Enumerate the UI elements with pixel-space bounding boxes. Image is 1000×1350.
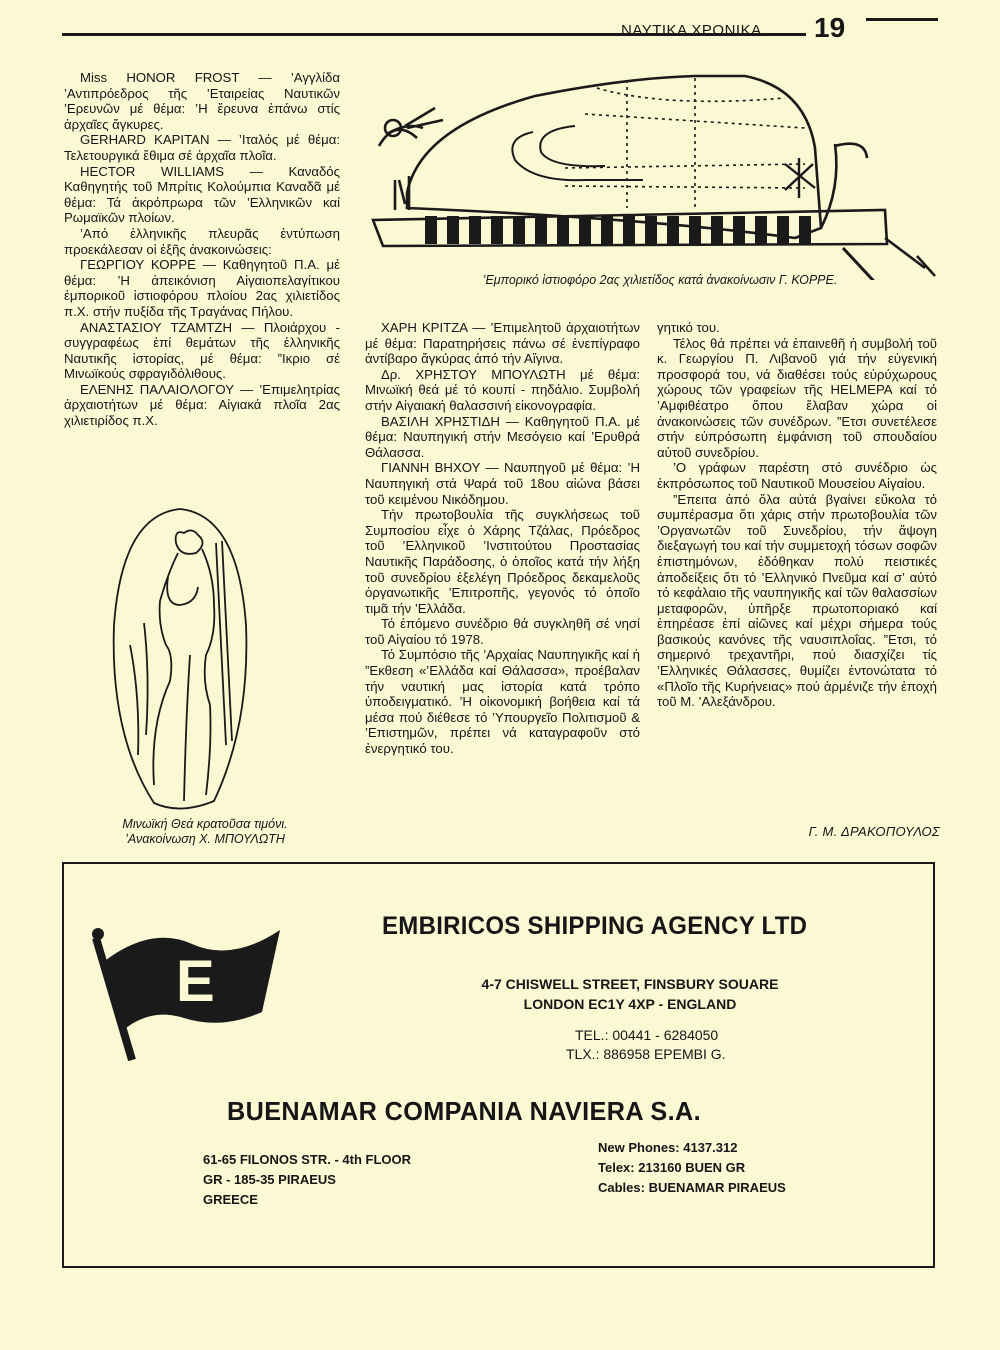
paragraph: ΒΑΣΙΛΗ ΧΡΗΣΤΙΔΗ — Καθηγητοῦ Π.Α. μέ θέμα: Ναυπηγική στήν Μεσόγειο καί ’Ερυθρά Θάλασσα. xyxy=(365,413,640,460)
author-signature: Γ. Μ. ΔΡΑΚΟΠΟΥΛΟΣ xyxy=(808,824,940,839)
paragraph: ΓΙΑΝΝΗ ΒΗΧΟΥ — Ναυπηγοῦ μέ θέμα: ’Η Ναυπηγική στά Ψαρά τοῦ 18ου αἰώνα βάσει τοῦ κειμένου Νικόδημου. xyxy=(365,460,640,507)
running-header-title: ΝΑΥΤΙΚΑ ΧΡΟΝΙΚΑ xyxy=(621,22,762,39)
paragraph: Τό ἑπόμενο συνέδριο θά συγκληθῆ σέ νησί τοῦ Αἰγαίου τό 1978. xyxy=(365,616,640,647)
goddess-caption-line-1: Μινωϊκή Θεά κρατοῦσα τιμόνι. xyxy=(122,817,288,831)
paragraph: GERHARD KAPITAN — ’Ιταλός μέ θέμα: Τελετουργικά ἔθιμα σέ ἀρχαῖα πλοῖα. xyxy=(64,132,340,163)
cables: Cables: BUENAMAR PIRAEUS xyxy=(598,1180,786,1195)
ship-illustration xyxy=(365,68,940,280)
address-line: 4-7 CHISWELL STREET, FINSBURY SOUARE xyxy=(481,976,779,992)
paragraph: Δρ. ΧΡΗΣΤΟΥ ΜΠΟΥΛΩΤΗ μέ θέμα: Μινωϊκή θεά μέ τό κουπί - πηδάλιο. Συμβολή στήν Αἰγαιακή θαλασσινή εἰκονογραφία. xyxy=(365,366,640,413)
buenamar-contacts xyxy=(598,1138,786,1198)
telex-number: Telex: 213160 BUEN GR xyxy=(598,1160,746,1175)
paragraph: ”Επειτα ἀπό ὅλα αὐτά βγαίνει εὔκολα τό συμπέρασμα ὅτι χάρις στήν πρωτοβουλία τῶν ’Οργανωτῶν τοῦ Συνεδρίου, τήν ἄψογη διεξαγωγή του καί τήν συμμετοχή τόσων σοφῶν ἐπιστημόνων, ἐδόθηκαν πολύ πειστικές ἀποδείξεις ὅτι τό ’Ελληνικό Πνεῦμα καί σ’ αὐτό τό κεφάλαιο τῆς ναυπηγικῆς καί τῶν θαλασσίων μεταφορῶν, ὑπῆρξε πρωτοποριακό καί ἐπηρέασε ἐπί αἰῶνες καί μέχρι σήμερα τούς βασικούς κανόνες τῆς ναυσιπλοΐας. ”Ετσι, τό σημερινό τρεχαντῆρι, πού διασχίζει τίς ’Ελληνικές Θάλασσες, θυμίζει ἐντονώτατα τό «Πλοῖο τῆς Κυρήνειας» πού ἁρμένιζε τήν ἐποχή τοῦ Μ. ’Αλεξάνδρου. xyxy=(657,491,937,710)
address-line: GREECE xyxy=(203,1192,258,1207)
address-line: 61-65 FILONOS STR. - 4th FLOOR xyxy=(203,1152,412,1167)
paragraph: ΕΛΕΝΗΣ ΠΑΛΑΙΟΛΟΓΟΥ — ’Επιμελητρίας ἀρχαιοτήτων μέ θέμα: Αἰγιακά πλοῖα 2ας χιλιετιρίδος π.Χ. xyxy=(64,381,340,429)
page-number: 19 xyxy=(814,12,846,43)
embiricos-company-name: EMBIRICOS SHIPPING AGENCY LTD xyxy=(382,912,808,940)
buenamar-company-name: BUENAMAR COMPANIA NAVIERA S.A. xyxy=(227,1096,702,1126)
address-line: LONDON EC1Y 4XP - ENGLAND xyxy=(523,996,737,1012)
buenamar-address xyxy=(203,1150,411,1210)
telephone: TEL.: 00441 - 6284050 xyxy=(575,1027,719,1043)
paragraph: HECTOR WILLIAMS — Καναδός Καθηγητής τοῦ Μπρίτις Κολούμπια Καναδᾶ μέ θέμα: Τά ἀκρόπρωρα τῶν ’Ελληνικῶν καί Ρωμαϊκῶν πλοίων. xyxy=(64,163,340,226)
goddess-caption xyxy=(90,817,320,847)
article-column-1 xyxy=(64,70,340,429)
paragraph: ΑΝΑΣΤΑΣΙΟΥ ΤΖΑΜΤΖΗ — Πλοιάρχου - συγγραφέως ἐπί θεμάτων τῆς ἑλληνικῆς Ναυτικῆς ἱστορίας, μέ θέμα: ”Ικριο σέ Μινωϊκούς σφραγιδόλιθους. xyxy=(64,319,340,382)
phones: New Phones: 4137.312 xyxy=(598,1140,738,1155)
ship-caption: ’Εμπορικό ἱστιοφόρο 2ας χιλιετίδος κατά ἀνακοίνωσιν Γ. ΚΟΡΡΕ. xyxy=(482,273,838,287)
paragraph: ’Ο γράφων παρέστη στό συνέδριο ὡς ἐκπρόσωπος τοῦ Ναυτικοῦ Μουσείου Αἰγαίου. xyxy=(657,460,937,491)
paragraph: ΓΕΩΡΓΙΟΥ ΚΟΡΡΕ — Καθηγητοῦ Π.Α. μέ θέμα: ’Η ἀπεικόνιση Αἰγαιοπελαγίτικου ἐμπορικοῦ ἱστιοφόρου πλοίου 2ας χιλιετίδος π.Χ. στήν πυξίδα τῆς Τραγάνας Πήλου. xyxy=(64,257,340,319)
paragraph: ΧΑΡΗ ΚΡΙΤΖΑ — ’Επιμελητοῦ ἀρχαιοτήτων μέ θέμα: Παρατηρήσεις πάνω σέ ἐνεπίγραφο ἀντίβαρο ἄγκύρας ἀπό τήν Αἴγινα. xyxy=(365,320,640,367)
paragraph: Τό Συμπόσιο τῆς ’Αρχαίας Ναυπηγικῆς καί ἡ ”Εκθεση «’Ελλάδα καί Θάλασσα», προέβαλαν τήν ναυτική μας ἱστορία κατά τρόπο ὑποδειγματικό. ’Η οἰκονομική βοήθεια καί τά μέσα πού διέθεσε τό ’Υπουργεῖο Πολιτισμοῦ & ’Επιστημῶν, πρέπει νά καταγραφοῦν στό ἐνεργητικό του. xyxy=(365,647,640,757)
article-column-3 xyxy=(657,320,937,710)
goddess-illustration xyxy=(110,505,250,810)
flag-letter: E xyxy=(176,949,215,1014)
embiricos-address xyxy=(470,974,790,1014)
paragraph: ’Από ἑλληνικῆς πλευρᾶς ἐντύπωση προεκάλεσαν οἱ ἐξῆς ἀνακοινώσεις: xyxy=(64,225,340,257)
paragraph: Τήν πρωτοβουλία τῆς συγκλήσεως τοῦ Συμποσίου εἶχε ὁ Χάρης Τζάλας, Πρόεδρος τοῦ ’Ελληνικοῦ ’Ινστιτούτου Προστασίας Ναυτικῆς Παράδοσης, ὁ ὁποῖος κατά τήν λήξη τοῦ συνεδρίου ἐξελέγη Πρόεδρος δεκαμελοῦς ὀργανωτικῆς ’Επιτροπῆς, γεγονός τό ὁποῖο τιμᾶ τήν ’Ελλάδα. xyxy=(365,507,640,616)
paragraph-continuation: γητικό του. xyxy=(657,320,720,335)
address-line: GR - 185-35 PIRAEUS xyxy=(203,1172,336,1187)
header-rule-right xyxy=(866,18,938,21)
paragraph: Τέλος θά πρέπει νά ἐπαινεθῆ ἡ συμβολή τοῦ κ. Γεωργίου Π. Λιβανοῦ γιά τήν εὐγενική προσφορά του, νά διαθέσει τούς εὐρύχωρους χώρους τῶν γραφείων τῆς HELMEPA καί τό ’Αμφιθέατρο ὅπου ἔλαβαν χώρα οἱ ἀνακοινώσεις τῶν συνέδρων. ”Ετσι συνετέλεσε στήν εὐπρόσωπη ἐμφάνιση τοῦ σπουδαίου αὐτοῦ συνεδρίου. xyxy=(657,335,937,460)
paragraph: Miss HONOR FROST — ’Αγγλίδα ’Αντιπρόεδρος τῆς ’Εταιρείας Ναυτικῶν ’Ερευνῶν μέ θέμα: ’Η ἔρευνα ἐπάνω στίς ἀρχαῖες ἄγκυρες. xyxy=(64,70,340,132)
goddess-caption-line-2: ’Ανακοίνωση Χ. ΜΠΟΥΛΩΤΗ xyxy=(125,832,285,846)
article-column-2 xyxy=(365,320,640,757)
telex: TLX.: 886958 EPEMBI G. xyxy=(566,1046,726,1062)
